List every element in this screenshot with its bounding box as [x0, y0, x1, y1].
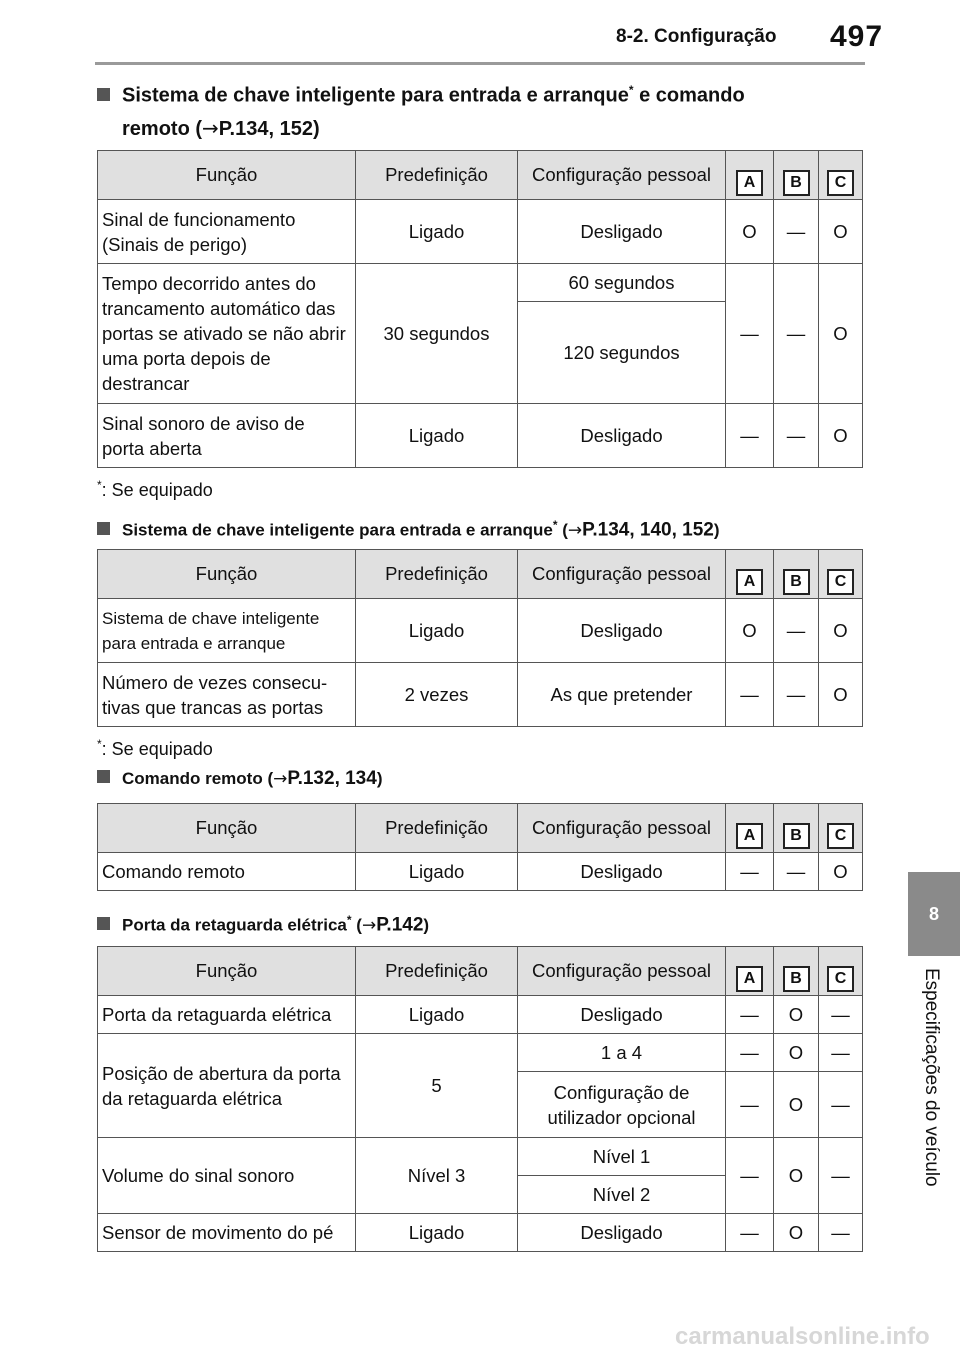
cell-function: Volume do sinal sonoro — [98, 1138, 356, 1214]
cell-c: — — [819, 1034, 863, 1072]
page-reference[interactable]: P.134, 140, 152 — [582, 519, 714, 541]
col-header-b — [774, 804, 819, 853]
cell-b: — — [774, 599, 819, 663]
cell-personal: Desligado — [518, 853, 726, 891]
cell-default: Ligado — [356, 404, 518, 468]
cell-a: — — [726, 996, 774, 1034]
heading-close-paren: ) — [376, 769, 383, 788]
table-header-row — [98, 550, 863, 599]
cell-a: — — [726, 1138, 774, 1214]
badge-b: B — [783, 823, 810, 849]
col-header-personal: Configuração pessoal — [518, 151, 726, 200]
table-row — [98, 1214, 863, 1252]
cell-a: — — [726, 404, 774, 468]
cell-a: O — [726, 599, 774, 663]
cell-personal: Configuração de utilizador opcional — [518, 1072, 726, 1138]
footnote-text: : Se equipado — [101, 739, 213, 759]
col-header-default: Predefinição — [356, 151, 518, 200]
badge-a: A — [736, 569, 763, 595]
page-reference[interactable]: P.134, 152 — [218, 117, 313, 140]
cell-b: O — [774, 1072, 819, 1138]
col-header-c — [819, 550, 863, 599]
heading-open-paren: ( — [557, 520, 568, 540]
badge-b: B — [783, 170, 810, 196]
col-header-personal: Configuração pessoal — [518, 804, 726, 853]
heading-open-paren: ( — [351, 915, 362, 935]
cell-b: — — [774, 200, 819, 264]
col-header-default: Predefinição — [356, 804, 518, 853]
heading-close-paren: ) — [312, 117, 320, 140]
cell-function: Sensor de movimento do pé — [98, 1214, 356, 1252]
footnote-marker: * — [346, 913, 352, 927]
section-heading-1 — [97, 74, 745, 145]
cell-a: — — [726, 1072, 774, 1138]
table-header-row — [98, 947, 863, 996]
heading-text: Comando remoto ( — [122, 769, 274, 788]
col-header-a — [726, 947, 774, 996]
col-header-c — [819, 804, 863, 853]
table-row — [98, 599, 863, 663]
cell-personal: 60 segundos — [518, 264, 726, 302]
table-row — [98, 1138, 863, 1176]
heading-close-paren: ) — [713, 520, 720, 540]
cell-a: — — [726, 1034, 774, 1072]
cell-personal: Desligado — [518, 599, 726, 663]
bullet-square-icon — [97, 917, 110, 930]
cell-a: — — [726, 663, 774, 727]
page-reference[interactable]: P.132, 134 — [287, 768, 377, 789]
cell-c: — — [819, 996, 863, 1034]
badge-a: A — [736, 966, 763, 992]
cell-personal: As que pretender — [518, 663, 726, 727]
cell-c: O — [819, 264, 863, 404]
watermark: carmanualsonline.info — [675, 1323, 930, 1350]
badge-c: C — [827, 966, 854, 992]
settings-table-3 — [97, 803, 863, 891]
cell-personal: Desligado — [518, 996, 726, 1034]
cell-personal: 1 a 4 — [518, 1034, 726, 1072]
cell-a: — — [726, 264, 774, 404]
arrow-right-icon: → — [202, 115, 219, 140]
cell-c: O — [819, 853, 863, 891]
footnote-marker: * — [97, 478, 102, 492]
cell-function: Porta da retaguarda elétrica — [98, 996, 356, 1034]
col-header-a — [726, 550, 774, 599]
table-header-row — [98, 804, 863, 853]
badge-c: C — [827, 170, 854, 196]
cell-personal: Nível 1 — [518, 1138, 726, 1176]
cell-b: — — [774, 264, 819, 404]
col-header-default: Predefinição — [356, 550, 518, 599]
bullet-square-icon — [97, 522, 110, 535]
cell-c: O — [819, 599, 863, 663]
col-header-a — [726, 151, 774, 200]
col-header-a — [726, 804, 774, 853]
bullet-square-icon — [97, 88, 110, 101]
table-row — [98, 853, 863, 891]
footnote-text: : Se equipado — [101, 480, 213, 500]
cell-b: — — [774, 853, 819, 891]
col-header-c — [819, 151, 863, 200]
settings-table-2 — [97, 549, 863, 727]
cell-c: O — [819, 404, 863, 468]
footnote-marker: * — [628, 83, 634, 97]
section-title: 8-2. Configuração — [616, 26, 777, 47]
cell-personal: Desligado — [518, 404, 726, 468]
col-header-c — [819, 947, 863, 996]
heading-close-paren: ) — [423, 915, 430, 935]
page-reference[interactable]: P.142 — [376, 914, 424, 936]
footnote-2 — [97, 737, 213, 760]
cell-b: O — [774, 1138, 819, 1214]
cell-default: Nível 3 — [356, 1138, 518, 1214]
cell-function: Sinal sonoro de aviso de porta aberta — [98, 404, 356, 468]
heading-text-rest: e comando — [633, 84, 745, 107]
heading-text-line2: remoto ( — [122, 117, 202, 140]
col-header-default: Predefinição — [356, 947, 518, 996]
arrow-right-icon: → — [361, 915, 377, 936]
cell-c: O — [819, 200, 863, 264]
badge-c: C — [827, 823, 854, 849]
section-heading-4 — [97, 904, 429, 942]
cell-personal: Desligado — [518, 200, 726, 264]
cell-default: 30 segundos — [356, 264, 518, 404]
cell-personal: Desligado — [518, 1214, 726, 1252]
badge-c: C — [827, 569, 854, 595]
cell-default: Ligado — [356, 200, 518, 264]
col-header-function: Função — [98, 804, 356, 853]
table-row — [98, 404, 863, 468]
section-heading-2 — [97, 509, 720, 547]
footnote-1 — [97, 478, 213, 501]
col-header-b — [774, 151, 819, 200]
table-row — [98, 663, 863, 727]
section-heading-3 — [97, 763, 383, 795]
badge-a: A — [736, 170, 763, 196]
footnote-marker: * — [552, 518, 558, 532]
col-header-b — [774, 550, 819, 599]
cell-c: O — [819, 663, 863, 727]
badge-a: A — [736, 823, 763, 849]
cell-default: 2 vezes — [356, 663, 518, 727]
chapter-tab — [908, 872, 960, 956]
arrow-right-icon: → — [273, 769, 288, 789]
cell-default: Ligado — [356, 599, 518, 663]
table-row — [98, 264, 863, 302]
cell-c: — — [819, 1072, 863, 1138]
col-header-function: Função — [98, 947, 356, 996]
arrow-right-icon: → — [567, 520, 583, 541]
cell-personal: Nível 2 — [518, 1176, 726, 1214]
heading-text: Sistema de chave inteligente para entrada e arranque — [122, 520, 553, 540]
cell-a: O — [726, 200, 774, 264]
col-header-function: Função — [98, 151, 356, 200]
cell-b: O — [774, 1214, 819, 1252]
badge-b: B — [783, 966, 810, 992]
header-rule — [95, 62, 865, 65]
cell-function: Posição de abertura da porta da retaguarda elétrica — [98, 1034, 356, 1138]
col-header-personal: Configuração pessoal — [518, 550, 726, 599]
col-header-function: Função — [98, 550, 356, 599]
cell-function: Sistema de chave inteligente para entrada e arranque — [98, 599, 356, 663]
cell-b: O — [774, 996, 819, 1034]
table-row — [98, 1034, 863, 1072]
cell-default: 5 — [356, 1034, 518, 1138]
cell-default: Ligado — [356, 853, 518, 891]
cell-function: Sinal de funcionamento (Sinais de perigo) — [98, 200, 356, 264]
cell-function: Comando remoto — [98, 853, 356, 891]
chapter-label-text: Especificações do veículo — [921, 968, 942, 1187]
settings-table-4 — [97, 946, 863, 1252]
heading-text: Sistema de chave inteligente para entrada e arranque — [122, 84, 629, 107]
cell-default: Ligado — [356, 996, 518, 1034]
settings-table-1 — [97, 150, 863, 468]
page-number: 497 — [830, 20, 884, 53]
chapter-number: 8 — [928, 903, 939, 924]
badge-b: B — [783, 569, 810, 595]
chapter-label — [920, 968, 950, 1228]
cell-c: — — [819, 1138, 863, 1214]
table-row — [98, 200, 863, 264]
cell-b: O — [774, 1034, 819, 1072]
col-header-personal: Configuração pessoal — [518, 947, 726, 996]
cell-function: Número de vezes consecu-tivas que trancas as portas — [98, 663, 356, 727]
heading-text: Porta da retaguarda elétrica — [122, 915, 347, 935]
footnote-marker: * — [97, 737, 102, 751]
cell-default: Ligado — [356, 1214, 518, 1252]
col-header-b — [774, 947, 819, 996]
cell-c: — — [819, 1214, 863, 1252]
cell-b: — — [774, 404, 819, 468]
cell-a: — — [726, 853, 774, 891]
cell-a: — — [726, 1214, 774, 1252]
table-header-row — [98, 151, 863, 200]
bullet-square-icon — [97, 770, 110, 783]
cell-personal: 120 segundos — [518, 302, 726, 404]
cell-function: Tempo decorrido antes do trancamento automático das portas se ativado se não abrir uma porta depois de destrancar — [98, 264, 356, 404]
cell-b: — — [774, 663, 819, 727]
table-row — [98, 996, 863, 1034]
